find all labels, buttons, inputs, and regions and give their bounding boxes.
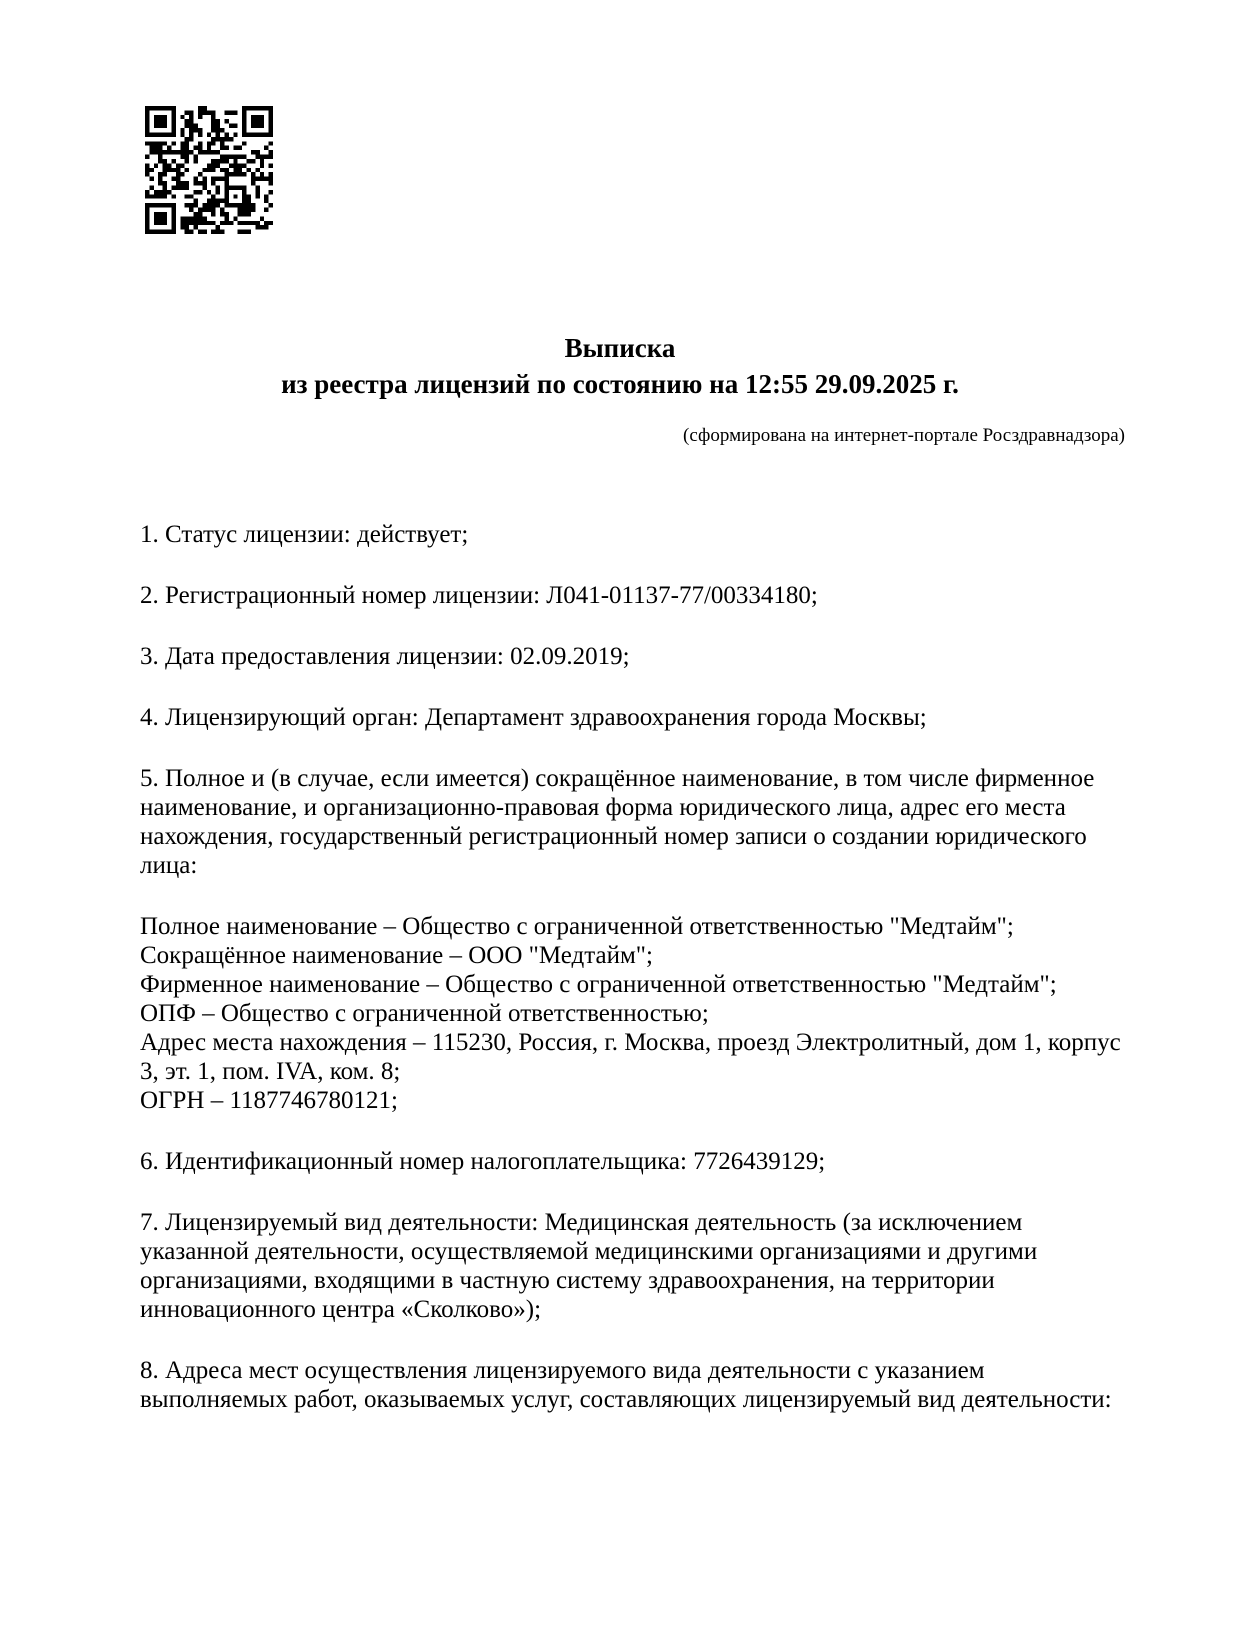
company-full-name: Полное наименование – Общество с ограниченной ответственностью "Медтайм"; bbox=[140, 913, 1014, 940]
title-line-1: Выписка bbox=[564, 333, 676, 363]
company-details bbox=[140, 912, 1125, 1115]
company-ogrn: ОГРН – 1187746780121; bbox=[140, 1087, 398, 1114]
item-license-date: 3. Дата предоставления лицензии: 02.09.2019; bbox=[140, 643, 630, 670]
document-subtitle: (сформирована на интернет-портале Росздравнадзора) bbox=[683, 425, 1125, 446]
item-activity-addresses: 8. Адреса мест осуществления лицензируемого вида деятельности с указанием выполняемых работ, оказываемых услуг, составляющих лицензируемый вид деятельности: bbox=[140, 1357, 1112, 1413]
item-licensing-authority: 4. Лицензирующий орган: Департамент здравоохранения города Москвы; bbox=[140, 704, 927, 731]
company-legal-form: ОПФ – Общество с ограниченной ответственностью; bbox=[140, 1000, 709, 1027]
item-taxpayer-number: 6. Идентификационный номер налогоплательщика: 7726439129; bbox=[140, 1148, 826, 1175]
title-line-2: из реестра лицензий по состоянию на 12:55 29.09.2025 г. bbox=[281, 369, 959, 399]
document-body bbox=[0, 520, 1240, 1414]
company-short-name: Сокращённое наименование – ООО "Медтайм"; bbox=[140, 942, 653, 969]
item-registration-number: 2. Регистрационный номер лицензии: Л041-01137-77/00334180; bbox=[140, 582, 818, 609]
item-licensed-activity: 7. Лицензируемый вид деятельности: Медицинская деятельность (за исключением указанной деятельности, осуществляемой медицинскими организациями и другими организациями, входящими в частную систему здравоохранения, на территории инновационного центра «Сколково»); bbox=[140, 1209, 1038, 1323]
qr-code-icon bbox=[145, 106, 273, 234]
company-brand-name: Фирменное наименование – Общество с ограниченной ответственностью "Медтайм"; bbox=[140, 971, 1057, 998]
company-address: Адрес места нахождения – 115230, Россия, г. Москва, проезд Электролитный, дом 1, корпус 3, эт. 1, пом. IVA, ком. 8; bbox=[140, 1029, 1121, 1085]
item-license-status: 1. Статус лицензии: действует; bbox=[140, 521, 469, 548]
item-legal-entity-heading: 5. Полное и (в случае, если имеется) сокращённое наименование, в том числе фирменное наименование, и организационно-правовая форма юридического лица, адрес его места нахождения, государственный регистрационный номер записи о создании юридического лица: bbox=[140, 765, 1095, 879]
